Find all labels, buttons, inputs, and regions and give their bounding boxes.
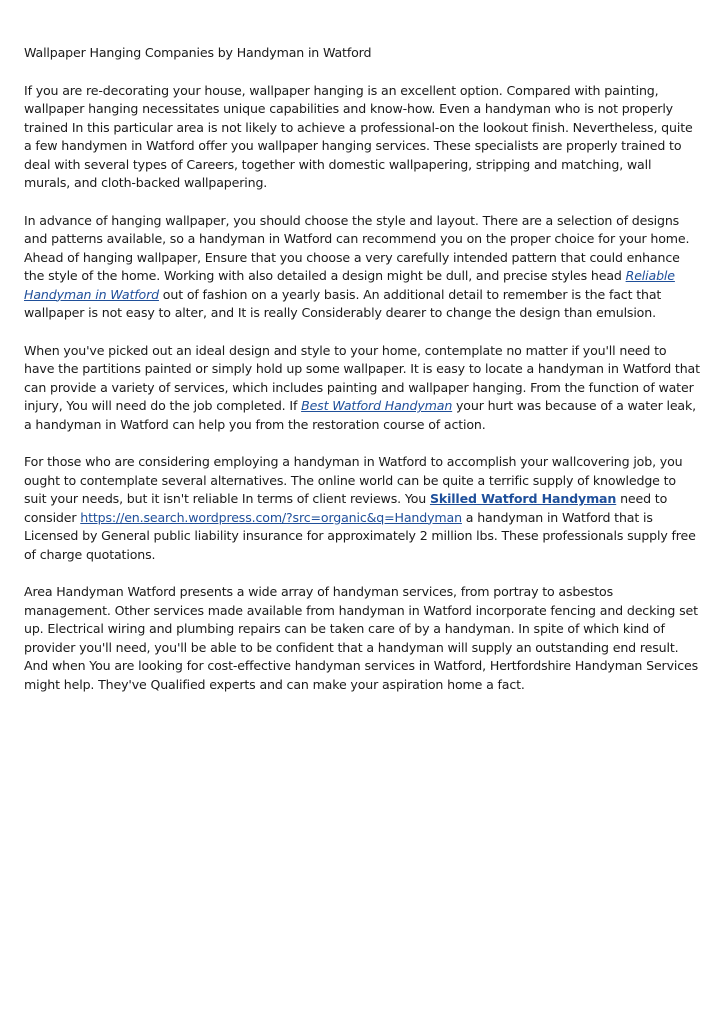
- paragraph-3-text-after: your hurt was because of a water leak, a handyman in Watford can help you from the restoration course of action.: [24, 398, 696, 432]
- paragraph-1: If you are re-decorating your house, wallpaper hanging is an excellent option. Compared with painting, wallpaper hanging necessitates unique capabilities and know-how. Even a handyman who is not properly trained In this particular area is not likely to achieve a professional-on the lookout finish. Nevertheless, quite a few handymen in Watford offer you wallpaper hanging services. These specialists are properly trained to deal with several types of Careers, together with domestic wallpapering, stripping and matching, wall murals, and cloth-backed wallpapering.: [24, 82, 693, 190]
- paragraph-2-text-after: out of fashion on a yearly basis. An additional detail to remember is the fact that wallpaper is not easy to alter, and It is really Considerably dearer to change the design than emulsion.: [24, 286, 662, 320]
- paragraph-4-text-after: a handyman in Watford that is Licensed by General public liability insurance for approximately 2 million lbs. These professionals supply free of charge quotations.: [24, 509, 696, 562]
- paragraph-3: [24, 342, 700, 435]
- paragraph-2: [24, 212, 700, 323]
- document-title: Wallpaper Hanging Companies by Handyman in Watford: [24, 45, 372, 60]
- document-page: [24, 44, 700, 713]
- paragraph-4-text-middle: need to consider: [24, 491, 668, 525]
- best-watford-handyman-link[interactable]: Best Watford Handyman: [301, 398, 453, 413]
- wordpress-search-link[interactable]: https://en.search.wordpress.com/?src=organic&q=Handyman: [80, 509, 462, 525]
- skilled-watford-handyman-link[interactable]: Skilled Watford Handyman: [429, 491, 617, 506]
- paragraph-2-text-before: In advance of hanging wallpaper, you should choose the style and layout. There are a selection of designs and patterns available, so a handyman in Watford can recommend you on the proper choice for your home. Ahead of hanging wallpaper, Ensure that you choose a very carefully intended pattern that could enhance the style of the home. Working with also detailed a design might be dull, and precise styles head: [24, 212, 690, 283]
- reliable-handyman-link[interactable]: Reliable Handyman in Watford: [24, 268, 675, 302]
- paragraph-3-text-before: When you've picked out an ideal design and style to your home, contemplate no matter if you'll need to have the partitions painted or simply hold up some wallpaper. It is easy to locate a handyman in Watford that can provide a variety of services, which includes painting and wallpaper hanging. From the function of water injury, You will need do the job completed. If: [24, 342, 700, 413]
- paragraph-4: [24, 453, 700, 564]
- paragraph-5: Area Handyman Watford presents a wide array of handyman services, from portray to asbestos management. Other services made available from handyman in Watford incorporate fencing and decking set up. Electrical wiring and plumbing repairs can be taken care of by a handyman. In spite of which kind of provider you'll need, you'll be able to be confident that a handyman will supply an outstanding end result. And when You are looking for cost-effective handyman services in Watford, Hertfordshire Handyman Services might help. They've Qualified experts and can make your aspiration home a fact.: [24, 584, 699, 692]
- paragraph-4-text-before: For those who are considering employing a handyman in Watford to accomplish your wallcovering job, you ought to contemplate several alternatives. The online world can be quite a terrific supply of knowledge to suit your needs, but it isn't reliable In terms of client reviews. You: [24, 454, 683, 506]
